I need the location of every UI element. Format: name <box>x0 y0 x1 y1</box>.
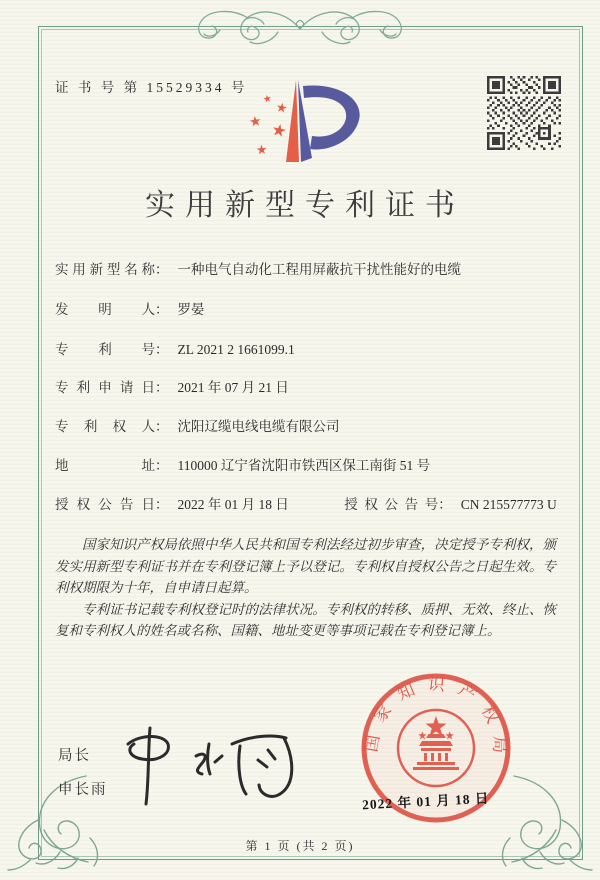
field-colon: ： <box>155 342 169 357</box>
field-value: ZL 2021 2 1661099.1 <box>177 342 295 357</box>
field-label: 实用新型名称 <box>55 262 155 277</box>
field-row-utility-model-name <box>55 258 560 278</box>
field-value: 2021 年 07 月 21 日 <box>177 380 289 395</box>
field-label: 发明人 <box>55 302 155 317</box>
field-colon: ： <box>155 262 169 277</box>
field-value: CN 215577773 U <box>460 497 557 512</box>
field-value: 一种电气自动化工程用屏蔽抗干扰性能好的电缆 <box>177 262 461 277</box>
page-number: 第 1 页 (共 2 页) <box>245 839 355 853</box>
field-value: 沈阳辽缆电线电缆有限公司 <box>177 419 340 434</box>
seal-date: 2022 年 01 月 18 日 <box>361 790 490 813</box>
field-row-address <box>55 454 560 474</box>
qr-code <box>487 76 561 150</box>
handwritten-signature <box>112 722 312 814</box>
field-value: 110000 辽宁省沈阳市铁西区保工南街 51 号 <box>177 458 431 473</box>
field-colon: ： <box>155 380 169 395</box>
field-row-grant-publication <box>55 493 560 513</box>
logo-star-icon: ★ <box>274 100 289 117</box>
field-value: 罗晏 <box>177 302 205 317</box>
field-label: 专利申请日 <box>55 380 155 395</box>
legal-text <box>55 534 556 642</box>
legal-paragraph-2: 专利证书记载专利权登记时的法律状况。专利权的转移、质押、无效、终止、恢复和专利权人的姓名或名称、国籍、地址变更等事项记载在专利登记簿上。 <box>55 601 556 638</box>
logo-star-icon: ★ <box>255 142 269 159</box>
seal-text: 国家知识产权局 <box>361 674 510 766</box>
field-colon: ： <box>155 497 169 512</box>
field-label: 专利权人 <box>55 419 155 434</box>
field-colon: ： <box>155 302 169 317</box>
cnipa-logo-icon <box>232 74 372 168</box>
logo-star-icon: ★ <box>261 93 274 106</box>
commissioner-title: 局长 <box>58 748 91 764</box>
field-row-patent-number <box>55 338 560 358</box>
logo-star-icon: ★ <box>248 113 263 131</box>
field-colon: ： <box>155 419 169 434</box>
field-colon: ： <box>438 497 452 512</box>
field-row-filing-date <box>55 376 560 396</box>
top-scroll-ornament-icon <box>160 2 440 54</box>
field-label: 授权公告日 <box>55 497 155 512</box>
field-label: 专利号 <box>55 342 155 357</box>
logo-star-icon: ★ <box>269 119 289 143</box>
field-colon: ： <box>155 458 169 473</box>
field-label: 授权公告号 <box>344 497 439 512</box>
grant-number-pair <box>344 497 557 512</box>
certificate-number: 证 书 号 第 15529334 号 <box>55 80 248 95</box>
field-label: 地址 <box>55 458 155 473</box>
certificate-title: 实用新型专利证书 <box>145 189 465 222</box>
field-row-patentee <box>55 415 560 435</box>
field-row-inventor <box>55 298 560 318</box>
field-value: 2022 年 01 月 18 日 <box>177 497 289 512</box>
legal-paragraph-1: 国家知识产权局依照中华人民共和国专利法经过初步审查，决定授予专利权，颁发实用新型专利证书并在专利登记簿上予以登记。专利权自授权公告之日起生效。专利权期限为十年，自申请日起算。 <box>55 537 556 595</box>
commissioner-name: 申长雨 <box>58 782 108 798</box>
grant-date-pair <box>55 497 292 512</box>
